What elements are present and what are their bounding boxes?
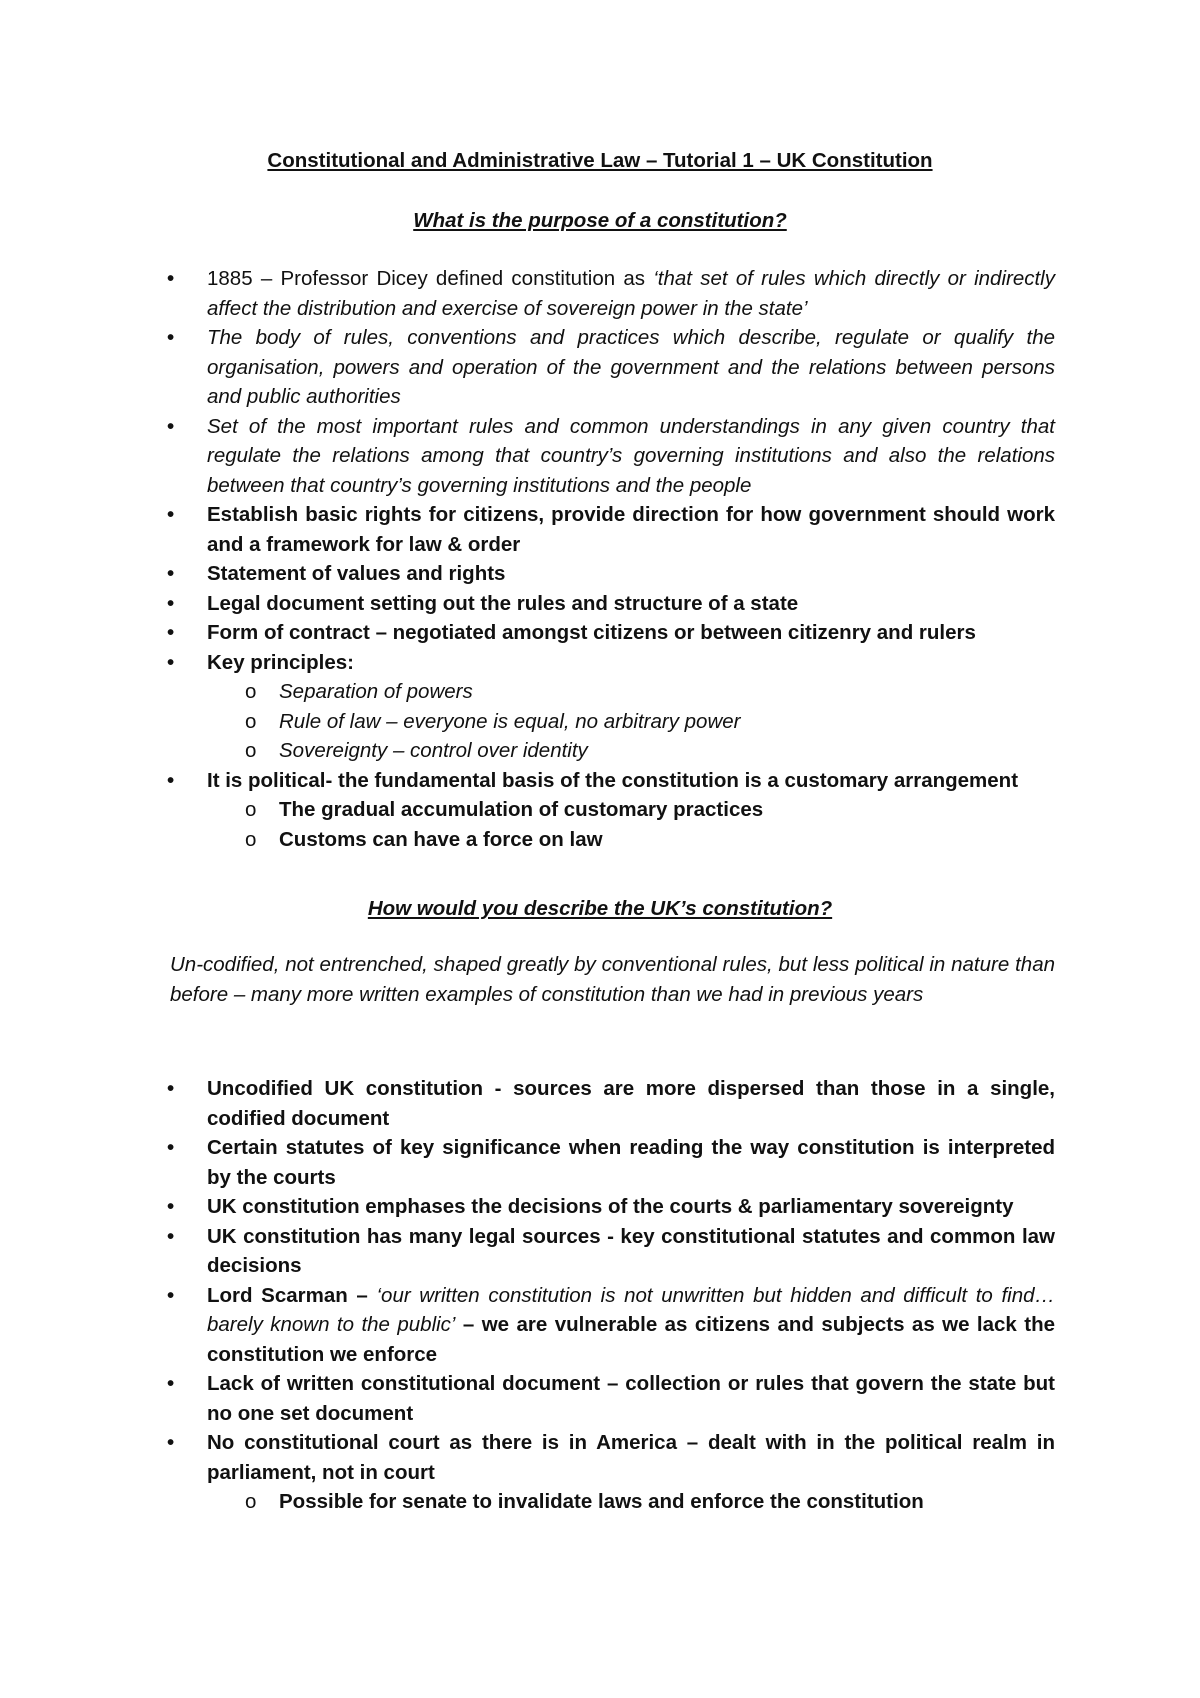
sub-list-item: o Sovereignty – control over identity <box>0 736 1039 766</box>
section-heading-purpose: What is the purpose of a constitution? <box>413 209 787 232</box>
scarman-quote: ‘our written constitution is not unwritten but hidden and difficult to find…barely known to the public’ <box>207 1283 1055 1336</box>
list-item: • No constitutional court as there is in America – dealt with in the political realm in parliament, not in court <box>0 1428 1055 1487</box>
dicey-quote: ‘that set of rules which directly or indirectly affect the distribution and exercise of sovereign power in the state’ <box>207 267 1055 320</box>
list-item: • Legal document setting out the rules and structure of a state <box>0 589 1055 619</box>
sub-list-item: o Possible for senate to invalidate laws and enforce the constitution <box>0 1487 1039 1517</box>
item-text: Lord Scarman – <box>207 1283 377 1307</box>
list-item: • Key principles: <box>0 648 1055 678</box>
list-item: • Form of contract – negotiated amongst citizens or between citizenry and rulers <box>0 618 1055 648</box>
list-item: • Uncodified UK constitution - sources are more dispersed than those in a single, codified document <box>0 1074 1055 1133</box>
list-item <box>0 1281 1055 1370</box>
list-item: • Establish basic rights for citizens, provide direction for how government should work and a framework for law & order <box>0 500 1055 559</box>
uk-constitution-summary: Un-codified, not entrenched, shaped greatly by conventional rules, but less political in nature than before – many more written examples of constitution than we had in previous years <box>170 953 1055 1006</box>
sub-list-item: o Rule of law – everyone is equal, no arbitrary power <box>0 707 1039 737</box>
sub-list-item: o The gradual accumulation of customary practices <box>0 795 1039 825</box>
list-item: • The body of rules, conventions and practices which describe, regulate or qualify the organisation, powers and operation of the government and the relations between persons and public authorities <box>0 323 1055 412</box>
list-item: • UK constitution has many legal sources - key constitutional statutes and common law decisions <box>0 1222 1055 1281</box>
item-text: – we are vulnerable as citizens and subjects as we lack the constitution we enforce <box>207 1313 1055 1366</box>
uk-constitution-list <box>0 1074 1200 1517</box>
sub-list-item: o Customs can have a force on law <box>0 825 1039 855</box>
list-item: • UK constitution emphases the decisions of the courts & parliamentary sovereignty <box>0 1192 1055 1222</box>
sub-list-item: o Separation of powers <box>0 677 1039 707</box>
section-heading-uk-constitution: How would you describe the UK’s constitution? <box>367 897 833 920</box>
list-item <box>0 264 1055 323</box>
list-item: • Set of the most important rules and common understandings in any given country that regulate the relations among that country’s governing institutions and also the relations between that country’s governing institutions and the people <box>0 412 1055 501</box>
list-item: • Lack of written constitutional document – collection or rules that govern the state but no one set document <box>0 1369 1055 1428</box>
purpose-list <box>0 264 1200 854</box>
list-item: • It is political- the fundamental basis of the constitution is a customary arrangement <box>0 766 1055 796</box>
list-item: • Certain statutes of key significance when reading the way constitution is interpreted by the courts <box>0 1133 1055 1192</box>
item-text: 1885 – Professor Dicey defined constitution as <box>207 267 654 290</box>
document-title: Constitutional and Administrative Law – Tutorial 1 – UK Constitution <box>267 149 933 172</box>
list-item: • Statement of values and rights <box>0 559 1055 589</box>
